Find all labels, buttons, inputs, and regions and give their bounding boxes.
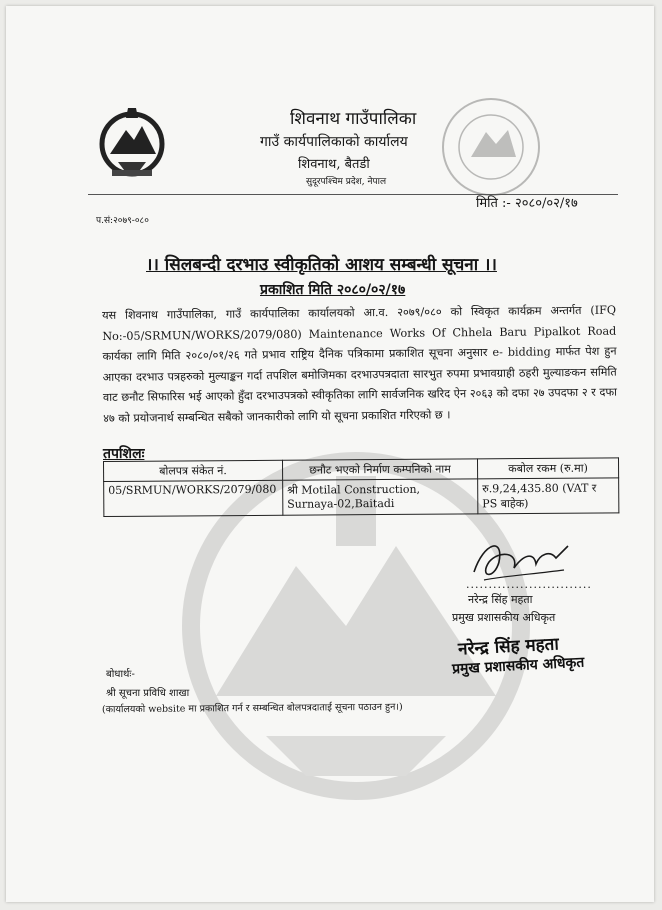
reference-number: प.सं:२०७९-०८० [96, 216, 149, 226]
office-seal-icon [436, 92, 546, 202]
cc-label: बोधार्थः- [106, 669, 135, 680]
office-subtitle: गाउँ कार्यपालिकाको कार्यालय [260, 134, 408, 150]
cell-bid-number: 05/SRMUN/WORKS/2079/080 [104, 480, 283, 516]
header-bid-number: बोलपत्र संकेत नं. [104, 460, 283, 481]
header-bid-amount: कबोल रकम (रु.मा) [477, 458, 618, 479]
published-date: प्रकाशित मिति २०८०/०२/१७ [260, 282, 406, 298]
signature-line: ............................ [466, 578, 592, 591]
stamp-post: प्रमुख प्रशासकीय अधिकृत [451, 654, 585, 678]
signatory-post: प्रमुख प्रशासकीय अधिकृत [452, 611, 556, 624]
notice-body: यस शिवनाथ गाउँपालिका, गाउँ कार्यपालिका कार्यालयको आ.व. २०७९/०८० को स्विकृत कार्यक्रम अन्तर्गत (IFQ No:-05/SRMUN/WORKS/2079/080) Maintenance Works Of Chhela Baru Pipalkot Road कार्यका लागि मिति २०८०/०१/२६ गते प्रभाव राष्ट्रिय दैनिक पत्रिकामा प्रकाशित सूचना अनुसार e- bidding मार्फत पेश हुन आएका दरभाउ पत्रहरुको मुल्याङ्कन गर्दा तपशिल बमोजिमका दरभाउपत्रदाता सारभुत रुपमा प्रभावग्राही ठहरी मुल्याङकन समिति वाट छनौट सिफारिस भई आएको हुँदा दरभाउपत्रको स्वीकृतिका लागि सार्वजनिक खरिद ऐन २०६३ को दफा २७ उपदफा २ र दफा ४७ को प्रयोजनार्थ सम्बन्धित सबैको जानकारीको लागि यो सूचना प्रकाशित गरिएको छ । [102, 303, 618, 425]
signatory-name: नरेन्द्र सिंह महता [468, 593, 533, 606]
notice-title: ।। सिलबन्दी दरभाउ स्वीकृतिको आशय सम्बन्धी सूचना ।। [146, 255, 497, 275]
bid-table [103, 457, 619, 517]
details-label: तपशिलः [103, 446, 145, 462]
cc-note: (कार्यालयको website मा प्रकाशित गर्न र सम्बन्धित बोलपत्रदाताई सूचना पठाउन हुन।) [101, 701, 403, 716]
table-row [104, 478, 619, 517]
office-location: शिवनाथ, बैतडी [298, 157, 370, 172]
office-name: शिवनाथ गाउँपालिका [290, 109, 417, 129]
header-company-name: छनौट भएको निर्माण कम्पनिको नाम [282, 459, 477, 480]
document-date: मिति :- २०८०/०२/१७ [476, 196, 578, 211]
cell-company-name: श्री Motilal Construction, Surnaya-02,Baitadi [283, 479, 478, 515]
nepal-emblem-icon [96, 104, 168, 180]
cell-bid-amount: रु.9,24,435.80 (VAT र PS बाहेक) [478, 478, 619, 514]
cc-recipient: श्री सूचना प्रविधि शाखा [106, 688, 190, 699]
stamp-name: नरेन्द्र सिंह महता [457, 634, 560, 660]
office-province: सुदूरपश्चिम प्रदेश, नेपाल [306, 177, 387, 187]
document-page [6, 6, 654, 902]
